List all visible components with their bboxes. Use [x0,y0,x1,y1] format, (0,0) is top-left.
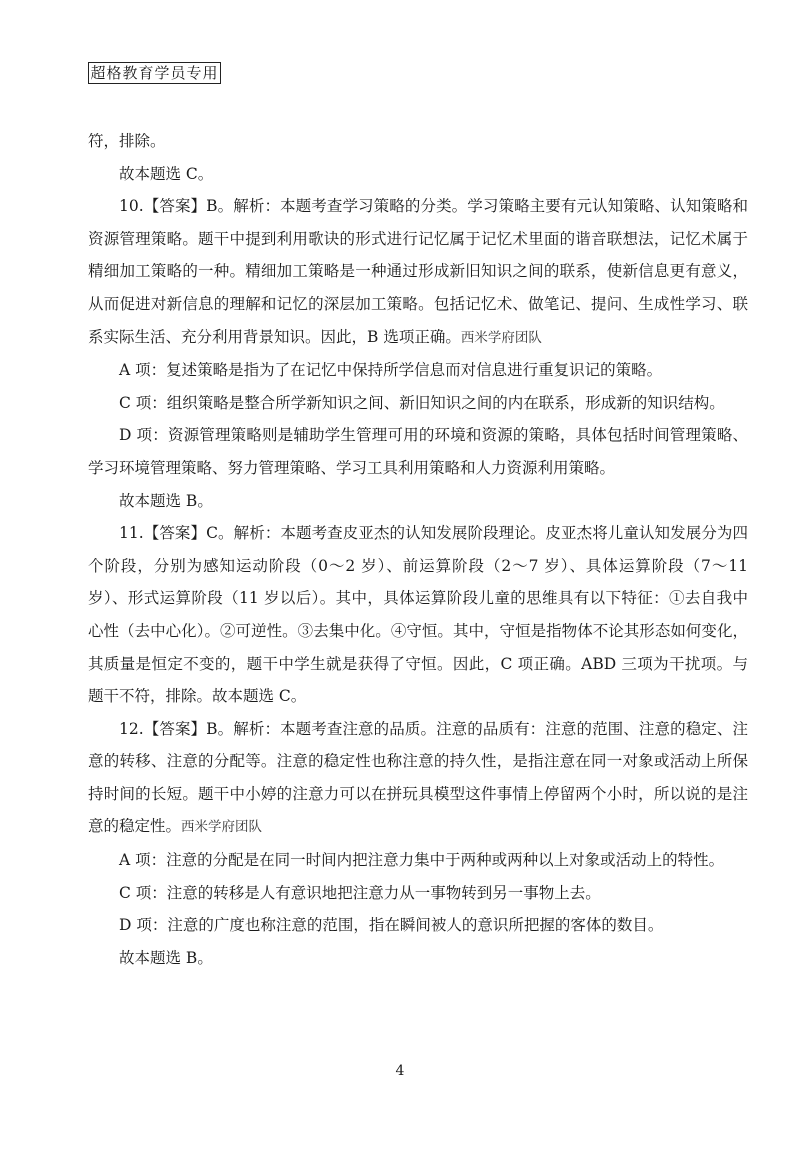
paragraph-option-a-12: A 项：注意的分配是在同一时间内把注意力集中于两种或两种以上对象或活动上的特性。 [119,851,725,870]
paragraph-answer-12: 12.【答案】B。解析：本题考查注意的品质。注意的品质有：注意的范围、注意的稳定、注意的转移、注意的分配等。注意的稳定性也称注意的持久性，是指注意在同一对象或活动上所保持时间的长短。题干中小婷的注意力可以在拼玩具模型这件事情上停留两个小时，所以说的是注意的稳定性。西米学府团队 [88,719,748,836]
paragraph-continuation: 符，排除。 [88,132,166,150]
paragraph-conclusion-9: 故本题选 C。 [119,164,214,183]
page-number: 4 [395,1063,405,1079]
paragraph-answer-10: 10.【答案】B。解析：本题考查学习策略的分类。学习策略主要有元认知策略、认知策略和资源管理策略。题干中提到利用歌诀的形式进行记忆属于记忆术里面的谐音联想法，记忆术属于精细加工策略的一种。精细加工策略是一种通过形成新旧知识之间的联系，使新信息更有意义，从而促进对新信息的理解和记忆的深层加工策略。包括记忆术、做笔记、提问、生成性学习、联系实际生活、充分利用背景知识。因此，B 选项正确。西米学府团队 [88,197,748,346]
watermark-text: 西米学府团队 [460,329,542,346]
paragraph-option-c-12: C 项：注意的转移是人有意识地把注意力从一事物转到另一事物上去。 [119,883,601,902]
document-body [88,125,748,974]
paragraph-option-d-12: D 项：注意的广度也称注意的范围，指在瞬间被人的意识所把握的客体的数目。 [119,916,664,935]
paragraph-option-c-10: C 项：组织策略是整合所学新知识之间、新旧知识之间的内在联系，形成新的知识结构。 [119,393,725,412]
header-label: 超格教育学员专用 [90,64,219,82]
paragraph-option-d-10: D 项：资源管理策略则是辅助学生管理可用的环境和资源的策略，具体包括时间管理策略、学习环境管理策略、努力管理策略、学习工具利用策略和人力资源利用策略。 [88,426,748,477]
paragraph-conclusion-10: 故本题选 B。 [119,491,213,510]
paragraph-option-a-10: A 项：复述策略是指为了在记忆中保持所学信息而对信息进行重复识记的策略。 [119,361,663,380]
paragraph-answer-11: 11.【答案】C。解析：本题考查皮亚杰的认知发展阶段理论。皮亚杰将儿童认知发展分为四个阶段，分别为感知运动阶段（0～2 岁）、前运算阶段（2～7 岁）、具体运算阶段（7～11 岁）、形式运算阶段（11 岁以后）。其中，具体运算阶段儿童的思维具有以下特征：①去自我中心性（去中心化）。②可逆性。③去集中化。④守恒。其中，守恒是指物体不论其形态如何变化，其质量是恒定不变的，题干中学生就是获得了守恒。因此，C 项正确。ABD 三项为干扰项。与题干不符，排除。故本题选 C。 [88,524,748,706]
header-label-box [88,62,221,84]
watermark-text: 西米学府团队 [181,819,263,836]
paragraph-conclusion-12: 故本题选 B。 [119,948,213,967]
